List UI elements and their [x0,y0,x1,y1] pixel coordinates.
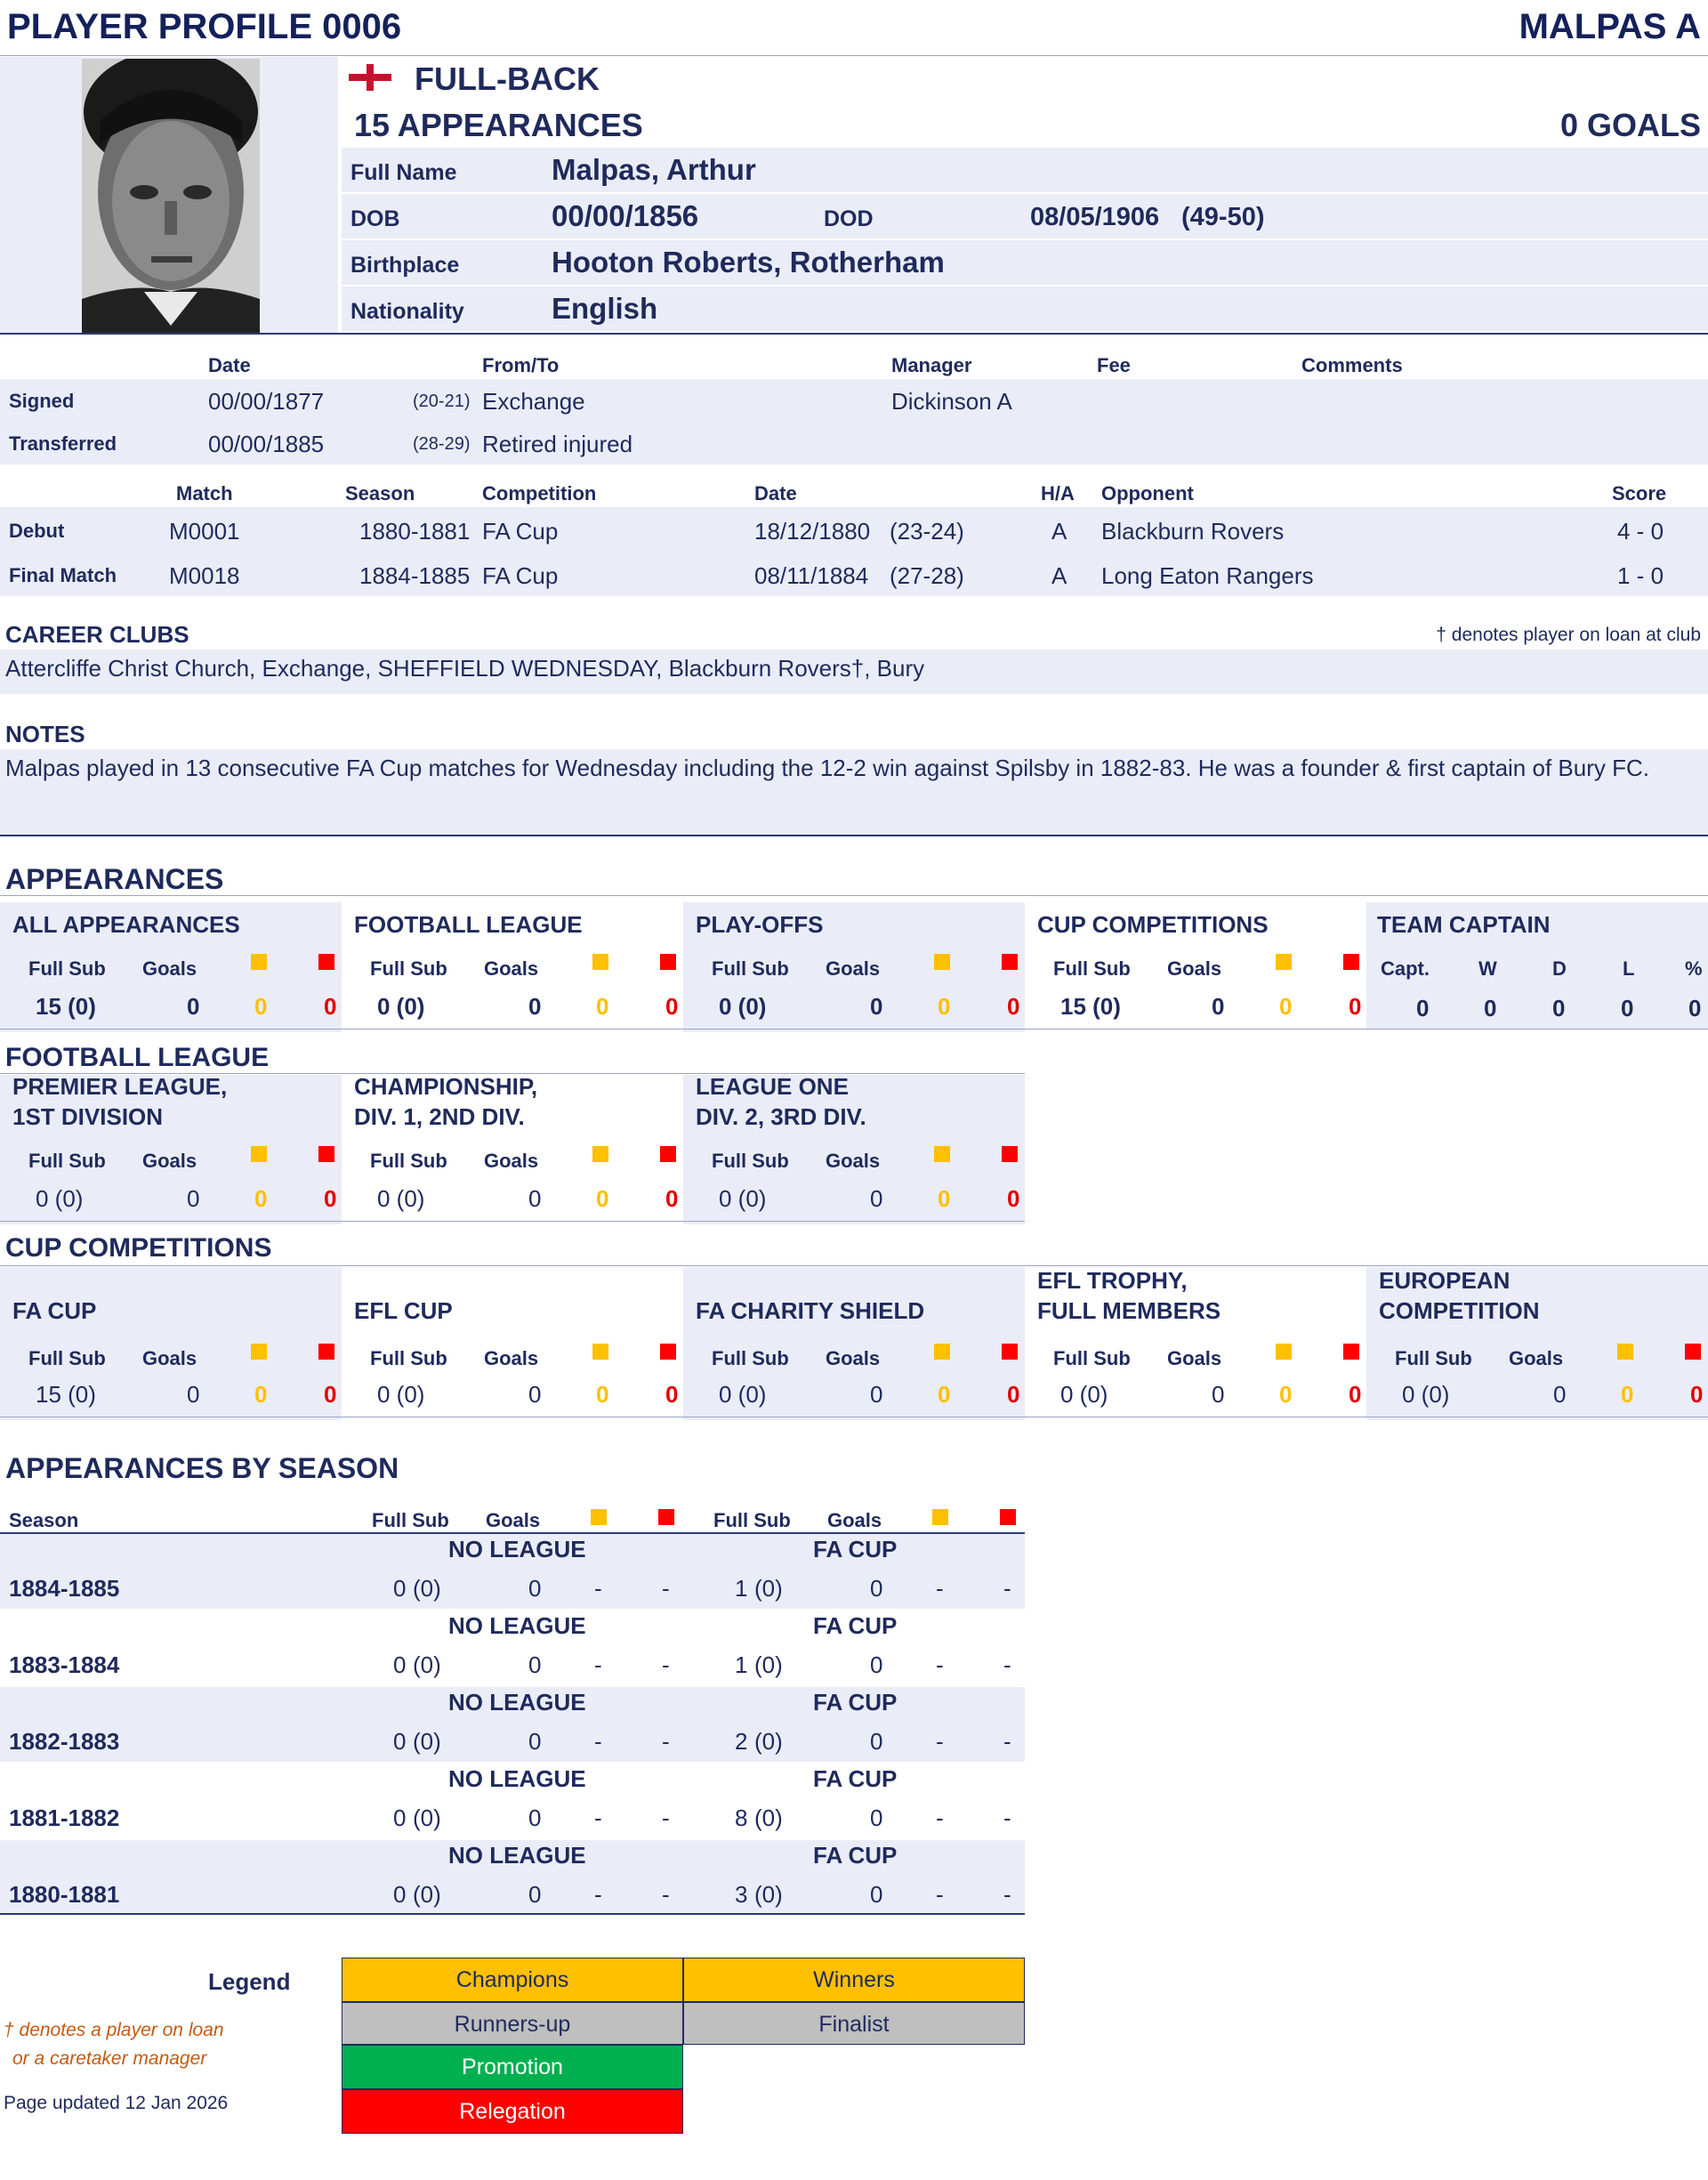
page-updated: Page updated 12 Jan 2026 [4,2093,229,2113]
match-season: 1880-1881 [359,518,471,545]
cup-apps: 3 [735,1881,748,1908]
match-header-date: Date [754,482,797,505]
transfer-club: Retired injured [482,431,633,457]
yellow-card-icon [592,1146,608,1162]
red-card-icon [318,954,334,970]
league-goals: 0 [528,1575,542,1602]
full-sub-label: Full Sub [370,957,447,980]
goals-value: 0 [1212,1381,1225,1408]
yellow-cards-value: 0 [596,1185,609,1212]
league-subs: (0) [413,1575,441,1602]
yellow-cards-value: 0 [1621,1381,1634,1408]
stat-block-title: DIV. 1, 2ND DIV. [354,1103,525,1130]
transfer-header-comments: Comments [1301,354,1403,376]
football-league-title: FOOTBALL LEAGUE [5,1043,270,1072]
match-score: 4 - 0 [1617,518,1664,545]
cup-subs: (0) [754,1575,783,1602]
league-subs: (0) [413,1651,441,1678]
captain-count: 0 [1416,995,1430,1021]
red-card-icon [1002,1344,1018,1360]
stat-block-title: EFL TROPHY, [1037,1267,1188,1294]
career-loan-note: † denotes player on loan at club [1436,625,1701,645]
career-clubs-list: Attercliffe Christ Church, Exchange, SHEFFIELD WEDNESDAY, Blackburn Rovers†, Bury [5,655,925,682]
apps-value: 0 (0) [377,993,425,1020]
captain-wins: 0 [1484,995,1497,1021]
goals-label: Goals [142,1150,197,1172]
captain-col-pct: % [1685,957,1703,980]
goals-total: 0 GOALS [1559,107,1701,143]
full-sub-label: Full Sub [370,1150,447,1172]
match-header-score: Score [1612,482,1667,505]
transfer-label: Signed [9,390,75,412]
legend-loan-note-2: or a caretaker manager [12,2048,207,2069]
match-id: M0018 [169,562,240,589]
yellow-cards-value: 0 [596,1381,609,1408]
dob-label: DOB [350,206,400,231]
yellow-card-icon [251,1146,267,1162]
season-cup-name: FA CUP [813,1689,898,1716]
appearances-title: APPEARANCES [5,863,224,895]
birthplace-value: Hooton Roberts, Rotherham [552,246,945,279]
player-position: FULL-BACK [415,61,600,97]
full-sub-label: Full Sub [370,1347,447,1369]
yellow-card-icon [251,1344,267,1360]
league-subs: (0) [413,1881,441,1908]
full-sub-label: Full Sub [712,957,789,980]
match-date: 08/11/1884 [754,562,869,589]
apps-value: 0 (0) [36,1185,84,1212]
red-cards-value: 0 [1349,1381,1362,1408]
league-yellow: - [594,1575,602,1602]
season-league-goals-label: Goals [486,1509,541,1531]
full-sub-label: Full Sub [28,957,106,980]
league-red: - [662,1651,670,1678]
goals-value: 0 [1553,1381,1567,1408]
cup-goals: 0 [870,1651,883,1678]
cup-goals: 0 [870,1575,883,1602]
apps-value: 0 (0) [1402,1381,1450,1408]
league-red: - [662,1575,670,1602]
league-goals: 0 [528,1805,542,1831]
match-header-opponent: Opponent [1101,482,1194,505]
stat-block-title: EFL CUP [354,1297,453,1324]
red-card-icon [660,1146,676,1162]
yellow-card-icon [251,954,267,970]
yellow-cards-value: 0 [938,993,951,1020]
notes-text: Malpas played in 13 consecutive FA Cup matches for Wednesday including the 12-2 win against Spilsby in 1882-83. He was a founder & first captain of Bury FC. [5,755,1649,781]
season-label: 1882-1883 [9,1728,120,1755]
stat-block-title: FULL MEMBERS [1037,1297,1221,1324]
season-league-name: NO LEAGUE [448,1842,586,1869]
nationality-label: Nationality [350,299,464,324]
league-goals: 0 [528,1651,542,1678]
dod-age: (49-50) [1181,203,1265,231]
legend-promotion: Promotion [342,2045,683,2089]
yellow-cards-value: 0 [1279,1381,1293,1408]
stat-block-title: LEAGUE ONE [696,1073,849,1100]
league-apps: 0 [393,1651,407,1678]
yellow-cards-value: 0 [938,1381,951,1408]
transfer-header-manager: Manager [891,354,972,376]
nationality-row [342,287,1708,331]
league-goals: 0 [528,1881,542,1908]
cup-yellow: - [936,1651,944,1678]
season-label: 1880-1881 [9,1881,120,1908]
cup-subs: (0) [754,1651,783,1678]
league-yellow: - [594,1881,602,1908]
red-card-icon [660,1344,676,1360]
stat-block-title: ALL APPEARANCES [12,911,240,938]
season-league-fullsub-label: Full Sub [372,1509,449,1531]
yellow-card-icon [1276,954,1292,970]
goals-value: 0 [528,1185,542,1212]
goals-value: 0 [870,1381,883,1408]
red-cards-value: 0 [665,993,679,1020]
league-subs: (0) [413,1805,441,1831]
stat-block-title: PLAY-OFFS [696,911,824,938]
goals-value: 0 [187,1185,200,1212]
match-id: M0001 [169,518,240,545]
league-yellow: - [594,1805,602,1831]
full-sub-label: Full Sub [1053,1347,1131,1369]
yellow-card-icon [934,1344,950,1360]
birthplace-row [342,240,1708,285]
red-card-icon [1002,954,1018,970]
cup-red: - [1003,1805,1011,1831]
legend-runners-up: Runners-up [342,2002,683,2045]
apps-value: 0 (0) [377,1185,425,1212]
dod-label: DOD [824,206,874,231]
match-age: (27-28) [890,562,964,589]
goals-value: 0 [187,993,200,1020]
goals-value: 0 [870,993,883,1020]
transfer-header-fromto: From/To [482,354,560,376]
red-cards-value: 0 [665,1381,679,1408]
season-cup-fullsub-label: Full Sub [713,1509,791,1531]
full-name-row [342,148,1708,192]
legend-relegation: Relegation [342,2089,683,2134]
notes-title: NOTES [5,721,85,747]
yellow-cards-value: 0 [254,993,268,1020]
red-card-icon [660,954,676,970]
cup-competitions-title: CUP COMPETITIONS [5,1233,272,1263]
stat-block-title: PREMIER LEAGUE, [12,1073,228,1100]
red-card-icon [1685,1344,1701,1360]
season-col-label: Season [9,1509,79,1531]
red-cards-value: 0 [665,1185,679,1212]
season-league-name: NO LEAGUE [448,1689,586,1716]
full-name-label: Full Name [350,160,457,185]
captain-col-d: D [1552,957,1567,980]
cup-red: - [1003,1881,1011,1908]
red-card-icon [1000,1509,1016,1525]
stat-block-title: CUP COMPETITIONS [1037,911,1269,938]
full-sub-label: Full Sub [1395,1347,1472,1369]
cup-yellow: - [936,1728,944,1755]
apps-value: 0 (0) [377,1381,425,1408]
page-title: PLAYER PROFILE 0006 [7,7,402,46]
apps-value: 15 (0) [36,993,96,1020]
captain-draws: 0 [1552,995,1566,1021]
league-red: - [662,1728,670,1755]
captain-col-capt: Capt. [1381,957,1430,980]
match-header-competition: Competition [482,482,597,505]
match-competition: FA Cup [482,518,559,545]
red-cards-value: 0 [1007,1381,1020,1408]
stat-block-title: COMPETITION [1379,1297,1540,1324]
stat-block-title: EUROPEAN [1379,1267,1511,1294]
red-cards-value: 0 [1690,1381,1704,1408]
goals-value: 0 [187,1381,200,1408]
yellow-card-icon [932,1509,948,1525]
yellow-cards-value: 0 [596,993,609,1020]
yellow-cards-value: 0 [1279,993,1293,1020]
goals-value: 0 [870,1185,883,1212]
legend-winners: Winners [683,1958,1025,2002]
goals-label: Goals [142,957,197,980]
league-apps: 0 [393,1881,407,1908]
season-cup-name: FA CUP [813,1842,898,1869]
transfer-date: 00/00/1885 [208,431,325,457]
legend-champions: Champions [342,1958,683,2002]
match-opponent: Blackburn Rovers [1101,518,1285,545]
full-sub-label: Full Sub [712,1347,789,1369]
league-apps: 0 [393,1728,407,1755]
yellow-cards-value: 0 [938,1185,951,1212]
team-captain-title: TEAM CAPTAIN [1377,911,1551,938]
captain-losses: 0 [1621,995,1634,1021]
position-row [338,57,1708,98]
legend-title: Legend [208,1968,291,1995]
totals-row [338,100,1708,146]
league-apps: 0 [393,1575,407,1602]
yellow-card-icon [592,1344,608,1360]
league-yellow: - [594,1651,602,1678]
transfer-club: Exchange [482,388,585,415]
stat-block-title: CHAMPIONSHIP, [354,1073,538,1100]
full-name-value: Malpas, Arthur [552,153,756,186]
cup-subs: (0) [754,1728,783,1755]
match-label: Debut [9,520,65,542]
stat-block-title: 1ST DIVISION [12,1103,164,1130]
goals-value: 0 [528,1381,542,1408]
cup-yellow: - [936,1805,944,1831]
match-season: 1884-1885 [359,562,471,589]
cup-red: - [1003,1575,1011,1602]
season-cup-goals-label: Goals [827,1509,882,1531]
goals-value: 0 [528,993,542,1020]
cup-subs: (0) [754,1881,783,1908]
match-header-match: Match [176,482,233,505]
apps-value: 0 (0) [719,1185,767,1212]
season-label: 1883-1884 [9,1651,120,1678]
player-photo [82,59,260,333]
cup-red: - [1003,1651,1011,1678]
dob-row [342,194,1708,238]
cup-subs: (0) [754,1805,783,1831]
goals-label: Goals [484,1347,539,1369]
nationality-value: English [552,292,658,325]
season-league-name: NO LEAGUE [448,1612,586,1639]
match-ha: A [1051,518,1068,545]
player-short-name: MALPAS A [1519,7,1701,46]
captain-col-l: L [1623,957,1635,980]
red-card-icon [318,1344,334,1360]
full-sub-label: Full Sub [28,1347,106,1369]
match-header-season: Season [345,482,415,505]
stat-block-title: FA CUP [12,1297,97,1324]
match-label: Final Match [9,564,117,586]
by-season-title: APPEARANCES BY SEASON [5,1452,399,1484]
cup-goals: 0 [870,1805,883,1831]
stat-block-title: FOOTBALL LEAGUE [354,911,583,938]
transfer-age: (28-29) [413,434,471,454]
league-yellow: - [594,1728,602,1755]
match-age: (23-24) [890,518,964,545]
season-league-name: NO LEAGUE [448,1536,586,1562]
transfer-date: 00/00/1877 [208,388,325,415]
red-cards-value: 0 [324,1185,337,1212]
goals-label: Goals [1167,957,1222,980]
transfer-age: (20-21) [413,392,471,411]
goals-label: Goals [826,1150,881,1172]
appearances-total: 15 APPEARANCES [354,107,643,143]
cup-apps: 1 [735,1575,748,1602]
match-competition: FA Cup [482,562,559,589]
cup-apps: 8 [735,1805,748,1831]
yellow-card-icon [591,1509,607,1525]
apps-value: 0 (0) [1060,1381,1108,1408]
season-cup-name: FA CUP [813,1765,898,1792]
apps-value: 0 (0) [719,993,767,1020]
birthplace-label: Birthplace [350,253,460,278]
goals-label: Goals [142,1347,197,1369]
season-label: 1884-1885 [9,1575,120,1602]
yellow-card-icon [1617,1344,1633,1360]
yellow-cards-value: 0 [254,1185,268,1212]
match-date: 18/12/1880 [754,518,871,545]
yellow-card-icon [1276,1344,1292,1360]
apps-value: 15 (0) [36,1381,96,1408]
yellow-card-icon [934,954,950,970]
transfer-header-date: Date [208,354,251,376]
full-sub-label: Full Sub [712,1150,789,1172]
goals-label: Goals [1167,1347,1222,1369]
yellow-card-icon [592,954,608,970]
season-league-name: NO LEAGUE [448,1765,586,1792]
league-red: - [662,1805,670,1831]
apps-value: 0 (0) [719,1381,767,1408]
red-card-icon [1343,1344,1359,1360]
legend-loan-note-1: † denotes a player on loan [4,2020,224,2040]
goals-label: Goals [826,1347,881,1369]
season-cup-name: FA CUP [813,1536,898,1562]
red-card-icon [318,1146,334,1162]
cup-apps: 1 [735,1651,748,1678]
yellow-cards-value: 0 [254,1381,268,1408]
match-ha: A [1051,562,1068,589]
cup-goals: 0 [870,1728,883,1755]
season-cup-name: FA CUP [813,1612,898,1639]
transfer-manager: Dickinson A [891,388,1012,415]
dob-value: 00/00/1856 [552,199,699,232]
transfer-header-fee: Fee [1097,354,1131,376]
cup-apps: 2 [735,1728,748,1755]
goals-label: Goals [1509,1347,1564,1369]
dod-value: 08/05/1906 [1030,203,1160,231]
stat-block-title: DIV. 2, 3RD DIV. [696,1103,866,1130]
league-red: - [662,1881,670,1908]
red-cards-value: 0 [1349,993,1362,1020]
career-clubs-title: CAREER CLUBS [5,621,189,648]
match-opponent: Long Eaton Rangers [1101,562,1314,589]
goals-label: Goals [826,957,881,980]
yellow-card-icon [934,1146,950,1162]
red-cards-value: 0 [1007,1185,1020,1212]
goals-label: Goals [484,957,539,980]
full-sub-label: Full Sub [1053,957,1131,980]
match-header-ha: H/A [1041,482,1075,505]
red-cards-value: 0 [1007,993,1020,1020]
apps-value: 15 (0) [1060,993,1121,1020]
league-subs: (0) [413,1728,441,1755]
captain-col-w: W [1478,957,1497,980]
league-goals: 0 [528,1728,542,1755]
goals-value: 0 [1212,993,1225,1020]
season-label: 1881-1882 [9,1805,120,1831]
goals-label: Goals [484,1150,539,1172]
cup-goals: 0 [870,1881,883,1908]
captain-pct: 0 [1688,995,1702,1021]
cup-red: - [1003,1728,1011,1755]
england-flag-icon [349,64,391,91]
red-card-icon [1343,954,1359,970]
cup-yellow: - [936,1575,944,1602]
league-apps: 0 [393,1805,407,1831]
transfer-label: Transferred [9,432,117,455]
stat-block-title: FA CHARITY SHIELD [696,1297,925,1324]
legend-finalist: Finalist [683,2002,1025,2045]
full-sub-label: Full Sub [28,1150,106,1172]
red-card-icon [658,1509,674,1525]
red-cards-value: 0 [324,993,337,1020]
match-score: 1 - 0 [1617,562,1664,589]
cup-yellow: - [936,1881,944,1908]
red-card-icon [1002,1146,1018,1162]
red-cards-value: 0 [324,1381,337,1408]
